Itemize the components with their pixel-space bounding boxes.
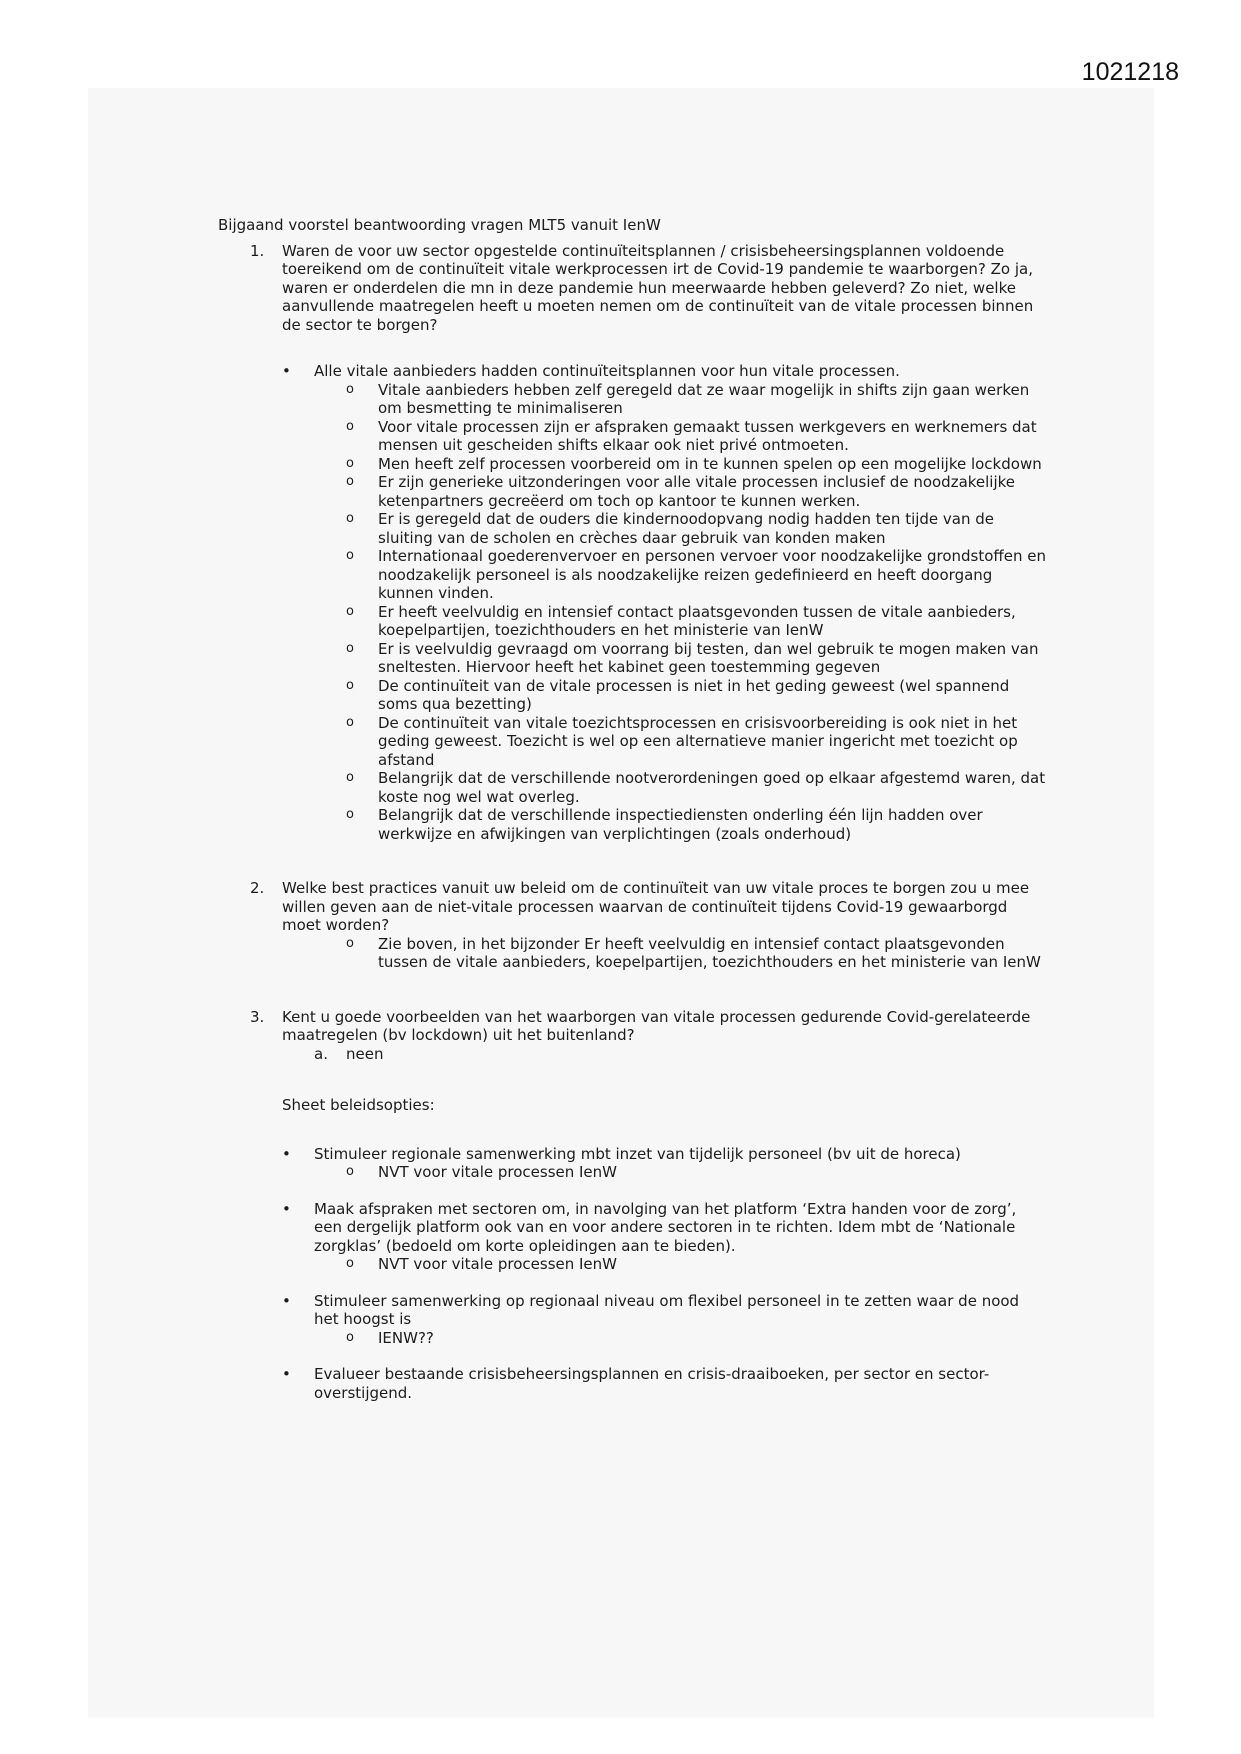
sub-item	[218, 473, 1048, 510]
sub-item-text: De continuïteit van vitale toezichtsprocessen en crisisvoorbereiding is ook niet in het geding geweest. Toezicht is wel op een alternatieve manier ingericht met toezicht op afstand	[378, 713, 1018, 769]
sub-item	[218, 603, 1048, 640]
question-text: Waren de voor uw sector opgestelde continuïteitsplannen / crisisbeheersingsplannen voldoende toereikend om de continuïteit vitale werkprocessen irt de Covid-19 pandemie te waarborgen? Zo ja, waren er onderdelen die mn in deze pandemie hun meerwaarde hebben geleverd? Zo niet, welke aanvullende maatregelen heeft u moeten nemen om de continuïteit van de vitale processen binnen de sector te borgen?	[282, 241, 1034, 334]
question-1	[218, 242, 1048, 335]
sub-item	[218, 640, 1048, 677]
sub-item-text: Er is geregeld dat de ouders die kindernoodopvang nodig hadden ten tijde van de sluiting van de scholen en crèches daar gebruik van konden maken	[378, 510, 995, 547]
sub-item	[218, 935, 1048, 972]
circle-marker: o	[346, 548, 354, 563]
alpha-text: neen	[346, 1044, 384, 1063]
alpha-marker: a.	[314, 1044, 328, 1063]
document-body	[218, 216, 1048, 1402]
circle-marker: o	[346, 455, 354, 471]
question-text: Kent u goede voorbeelden van het waarborgen van vitale processen gedurende Covid-gerelateerde maatregelen (bv lockdown) uit het buitenland?	[282, 1007, 1031, 1044]
alpha-item	[218, 1045, 1048, 1064]
circle-marker: o	[346, 1164, 354, 1179]
circle-marker: o	[346, 511, 354, 526]
question-text: Welke best practices vanuit uw beleid om de continuïteit van uw vitale proces te borgen zou u mee willen geven aan de niet-vitale processen waarvan de continuïteit tijdens Covid-19 gewaarborgd moet worden?	[282, 879, 1030, 934]
sheet-item-text: Evalueer bestaande crisisbeheersingsplannen en crisis-draaiboeken, per sector en sector-overstijgend.	[314, 1365, 990, 1402]
sub-item	[218, 1163, 1048, 1182]
sheet-item-text: Maak afspraken met sectoren om, in navolging van het platform ‘Extra handen voor de zorg’, een dergelijk platform ook van en voor andere sectoren in te richten. Idem mbt de ‘Nationale zorgklas’ (bedoeld om korte opleidingen aan te bieden).	[314, 1199, 1017, 1255]
question-3	[218, 1008, 1048, 1045]
sub-item	[218, 1329, 1048, 1348]
circle-marker: o	[346, 714, 354, 730]
question-number: 3.	[250, 1007, 265, 1026]
sub-item-text: Men heeft zelf processen voorbereid om in te kunnen spelen op een mogelijke lockdown	[378, 454, 1042, 473]
sheet-item	[218, 1292, 1048, 1329]
circle-marker: o	[346, 770, 354, 785]
sheet-heading: Sheet beleidsopties:	[282, 1096, 435, 1114]
circle-marker: o	[346, 807, 354, 822]
sub-item-text: Er heeft veelvuldig en intensief contact plaatsgevonden tussen de vitale aanbieders, koepelpartijen, toezichthouders en het ministerie van IenW	[378, 602, 1016, 639]
sub-item	[218, 381, 1048, 418]
sub-item	[218, 1255, 1048, 1274]
sub-item	[218, 547, 1048, 603]
bullet-marker: •	[282, 1199, 291, 1218]
bullet-item	[218, 362, 1048, 381]
sub-item-text: Er zijn generieke uitzonderingen voor alle vitale processen inclusief de noodzakelijke ketenpartners gecreëerd om toch op kantoor te kunnen werken.	[378, 473, 1016, 510]
sub-item-text: Internationaal goederenvervoer en personen vervoer voor noodzakelijke grondstoffen en noodzakelijk personeel is als noodzakelijke reizen gedefinieerd en heeft doorgang kunnen vinden.	[378, 547, 1047, 602]
sub-item	[218, 510, 1048, 547]
sub-item-text: Voor vitale processen zijn er afspraken gemaakt tussen werkgevers en werknemers dat mensen uit gescheiden shifts elkaar ook niet privé ontmoeten.	[378, 417, 1037, 454]
sheet-item	[218, 1200, 1048, 1256]
circle-marker: o	[346, 381, 354, 397]
sheet-item-text: Stimuleer samenwerking op regionaal niveau om flexibel personeel in te zetten waar de nood het hoogst is	[314, 1291, 1020, 1328]
sub-item	[218, 769, 1048, 806]
question-number: 2.	[250, 879, 265, 897]
document-title: Bijgaand voorstel beantwoording vragen MLT5 vanuit IenW	[218, 216, 661, 234]
sub-item	[218, 418, 1048, 455]
sub-item	[218, 714, 1048, 770]
sub-item-text: De continuïteit van de vitale processen is niet in het geding geweest (wel spannend soms qua bezetting)	[378, 676, 1010, 713]
bullet-marker: •	[282, 1144, 291, 1163]
sub-item-text: Zie boven, in het bijzonder Er heeft veelvuldig en intensief contact plaatsgevonden tussen de vitale aanbieders, koepelpartijen, toezichthouders en het ministerie van IenW	[378, 934, 1041, 971]
sub-item-text: Vitale aanbieders hebben zelf geregeld dat ze waar mogelijk in shifts zijn gaan werken om besmetting te minimaliseren	[378, 380, 1030, 417]
sub-item	[218, 677, 1048, 714]
question-number: 1.	[250, 241, 265, 260]
bullet-marker: •	[282, 1365, 291, 1383]
sub-item-text: Belangrijk dat de verschillende nootverordeningen goed op elkaar afgestemd waren, dat koste nog wel wat overleg.	[378, 769, 1046, 806]
circle-marker: o	[346, 1329, 354, 1345]
bullet-marker: •	[282, 362, 291, 380]
circle-marker: o	[346, 474, 354, 489]
document-number: 1021218	[1081, 58, 1179, 86]
sub-item	[218, 806, 1048, 843]
sheet-item-text: Stimuleer regionale samenwerking mbt inzet van tijdelijk personeel (bv uit de horeca)	[314, 1144, 961, 1163]
bullet-marker: •	[282, 1291, 291, 1310]
circle-marker: o	[346, 1256, 354, 1271]
sheet-item	[218, 1145, 1048, 1164]
circle-marker: o	[346, 677, 354, 693]
sub-item-text: Belangrijk dat de verschillende inspectiediensten onderling één lijn hadden over werkwijze en afwijkingen van verplichtingen (zoals onderhoud)	[378, 806, 983, 843]
sub-item-text: Er is veelvuldig gevraagd om voorrang bij testen, dan wel gebruik te mogen maken van sneltesten. Hiervoor heeft het kabinet geen toestemming gegeven	[378, 639, 1039, 676]
sheet-item	[218, 1365, 1048, 1402]
circle-marker: o	[346, 418, 354, 434]
sub-item	[218, 455, 1048, 474]
sub-item-text: NVT voor vitale processen IenW	[378, 1163, 617, 1181]
circle-marker: o	[346, 603, 354, 619]
circle-marker: o	[346, 640, 354, 656]
circle-marker: o	[346, 935, 354, 951]
sub-item-text: NVT voor vitale processen IenW	[378, 1255, 617, 1273]
bullet-text: Alle vitale aanbieders hadden continuïteitsplannen voor hun vitale processen.	[314, 362, 900, 380]
sub-item-text: IENW??	[378, 1328, 434, 1347]
question-2	[218, 879, 1048, 935]
